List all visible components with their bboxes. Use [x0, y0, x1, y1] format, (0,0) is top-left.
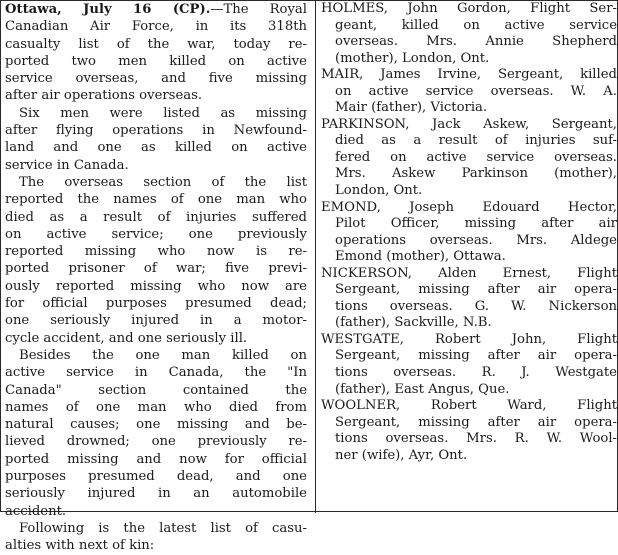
casualty-entry-line: WESTGATE, Robert John, Flight	[321, 331, 617, 347]
casualty-entry-line: fered on active service overseas.	[335, 149, 617, 165]
casualty-entry-line: tions overseas. Mrs. R. W. Wool-	[335, 431, 617, 447]
casualty-entry-line: on active service overseas. W. A.	[335, 83, 617, 99]
casualty-entry-line: (father), Sackville, N.B.	[335, 315, 492, 331]
article-line: names of one man who died from	[5, 399, 307, 415]
article-line: The overseas section of the list	[19, 174, 307, 190]
casualty-entry-line: died as a result of injuries suf-	[335, 133, 617, 149]
casualty-entry-line: Mair (father), Victoria.	[335, 100, 488, 116]
casualty-entry-line: Sergeant, missing after air opera-	[335, 414, 617, 430]
article-line: natural causes; one missing and be-	[5, 417, 307, 433]
article-line: reported missing who now is re-	[5, 244, 307, 260]
article-line: Following is the latest list of casu-	[19, 520, 307, 536]
article-line: died as a result of injuries suffered	[5, 209, 307, 225]
article-line: Canadian Air Force, in its 318th	[5, 19, 307, 35]
article-line: lieved drowned; one previously re-	[5, 434, 307, 450]
casualty-entry-line: overseas. Mrs. Annie Shepherd	[335, 34, 617, 50]
casualty-entry-line: HOLMES, John Gordon, Flight Ser-	[321, 1, 617, 16]
casualty-entry-line: London, Ont.	[335, 183, 423, 199]
casualty-entry-line: Emond (mother), Ottawa.	[335, 249, 506, 265]
article-line: accident.	[5, 503, 67, 519]
casualty-entry-line: ner (wife), Ayr, Ont.	[335, 447, 468, 463]
casualty-entry-line: Mrs. Askew Parkinson (mother),	[335, 166, 617, 182]
casualty-entry-line: MAIR, James Irvine, Sergeant, killed	[321, 67, 617, 83]
article-line: seriously injured in an automobile	[5, 486, 307, 502]
article-line: active service in Canada, the "In	[5, 365, 307, 381]
casualty-entry-line: NICKERSON, Alden Ernest, Flight	[321, 265, 617, 281]
article-line: Canada" section contained the	[5, 382, 307, 398]
left-column	[5, 1, 307, 555]
article-line: one seriously injured in a motor-	[5, 313, 307, 329]
article-line: Ottawa, July 16 (CP).—The Royal	[5, 2, 307, 17]
article-line: casualty list of the war, today re-	[5, 36, 307, 52]
casualty-entry-line: PARKINSON, Jack Askew, Sergeant,	[321, 116, 617, 132]
article-line: ported prisoner of war; five previ-	[5, 261, 307, 277]
article-line: Besides the one man killed on	[19, 347, 307, 363]
article-line: on active service; one previously	[5, 226, 307, 242]
casualty-entry-line: Sergeant, missing after air opera-	[335, 348, 617, 364]
article-line: ported missing and now for official	[5, 451, 307, 467]
casualty-entry-line: WOOLNER, Robert Ward, Flight	[321, 398, 617, 414]
article-line: ported two men killed on active	[5, 53, 307, 69]
casualty-entry-line: (father), East Angus, Que.	[335, 381, 510, 397]
article-line: purposes presumed dead, and one	[5, 469, 307, 485]
article-line: for official purposes presumed dead;	[5, 296, 307, 312]
casualty-entry-line: geant, killed on active service	[335, 17, 617, 33]
article-line: ously reported missing who now are	[5, 278, 307, 294]
column-divider	[315, 1, 316, 513]
casualty-entry-line: (mother), London, Ont.	[335, 50, 490, 66]
article-line: alties with next of kin:	[5, 538, 155, 554]
article-line: after air operations overseas.	[5, 88, 203, 104]
casualty-entry-line: EMOND, Joseph Edouard Hector,	[321, 199, 617, 215]
dateline: Ottawa, July 16 (CP).	[5, 2, 211, 17]
casualty-entry-line: Sergeant, missing after air opera-	[335, 282, 617, 298]
casualty-entry-line: Pilot Officer, missing after air	[335, 216, 617, 232]
article-line: reported the names of one man who	[5, 192, 307, 208]
article-line: cycle accident, and one seriously ill.	[5, 330, 248, 346]
casualty-entry-line: operations overseas. Mrs. Aldege	[335, 232, 617, 248]
article-line: land and one as killed on active	[5, 140, 307, 156]
right-column	[321, 1, 617, 464]
casualty-entry-line: tions overseas. G. W. Nickerson	[335, 298, 617, 314]
article-line: service overseas, and five missing	[5, 71, 307, 87]
casualty-entry-line: tions overseas. R. J. Westgate	[335, 365, 617, 381]
article-line: after flying operations in Newfound-	[5, 123, 307, 139]
article-line: Six men were listed as missing	[19, 105, 307, 121]
article-line: service in Canada.	[5, 157, 129, 173]
